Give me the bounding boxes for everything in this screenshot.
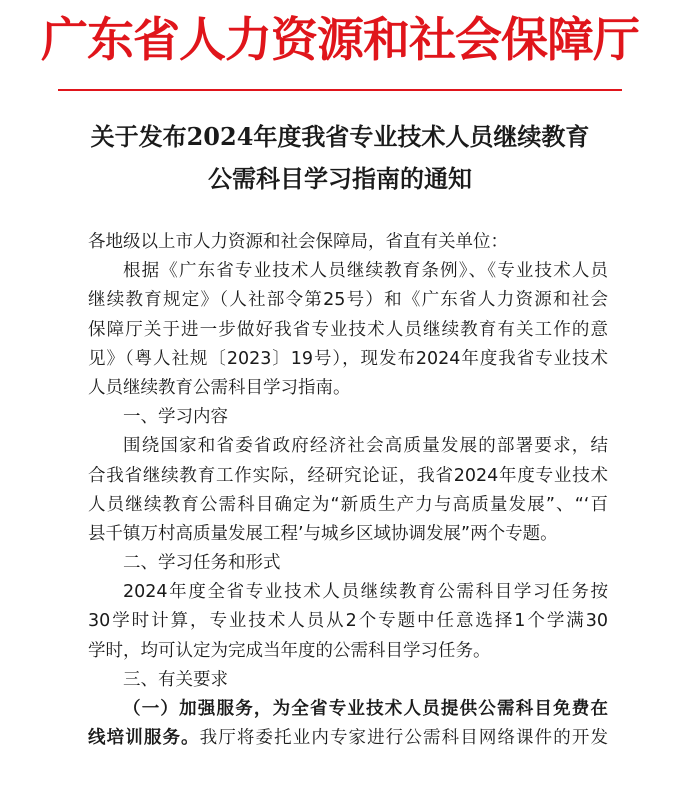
document-body [88, 228, 608, 753]
section-3-sub-1-rest: 我厅将委托业内专家进行公需科目网络课件的开发 [199, 728, 609, 749]
intro-line-2: 继续教育规定》（人社部令第25号）和《广东省人力资源和社会 [88, 290, 608, 311]
intro-line-1: 根据《广东省专业技术人员继续教育条例》、《专业技术人员 [123, 261, 608, 282]
section-2-line-1: 2024年度全省专业技术人员继续教育公需科目学习任务按 [123, 582, 608, 603]
intro-line-3: 保障厅关于进一步做好我省专业技术人员继续教育有关工作的意 [88, 319, 608, 340]
section-1-line-2: 合我省继续教育工作实际，经研究论证，我省2024年度专业技术 [88, 465, 608, 486]
section-2-heading: 二、学习任务和形式 [123, 553, 281, 574]
section-1-heading: 一、学习内容 [123, 407, 228, 428]
section-1-line-3: 人员继续教育公需科目确定为“新质生产力与高质量发展”、“‘百 [88, 494, 608, 515]
intro-line-4: 见》（粤人社规〔2023〕19号），现发布2024年度我省专业技术 [88, 348, 608, 369]
section-2-line-3: 学时，均可认定为完成当年度的公需科目学习任务。 [88, 640, 491, 661]
document-title [0, 116, 680, 200]
section-1-line-4: 县千镇万村高质量发展工程’与城乡区域协调发展”两个专题。 [88, 523, 558, 544]
section-3-sub-1-line-2 [88, 724, 608, 753]
salutation: 各地级以上市人力资源和社会保障局，省直有关单位： [88, 232, 508, 252]
section-3-sub-1-line-1: （一）加强服务，为全省专业技术人员提供公需科目免费在 [123, 699, 608, 719]
intro-line-5: 人员继续教育公需科目学习指南。 [88, 377, 351, 398]
section-1-line-1: 围绕国家和省委省政府经济社会高质量发展的部署要求，结 [123, 436, 608, 457]
document-title-line-2: 公需科目学习指南的通知 [208, 164, 472, 193]
section-3-heading: 三、有关要求 [123, 669, 228, 690]
document-title-line-1: 关于发布2024年度我省专业技术人员继续教育 [90, 122, 590, 151]
section-3-sub-1-lead: 线培训服务。 [88, 728, 200, 749]
section-2-line-2: 30学时计算，专业技术人员从2个专题中任意选择1个学满30 [88, 611, 608, 632]
organization-name: 广东省人力资源和社会保障厅 [41, 13, 639, 68]
letterhead [0, 0, 680, 96]
red-divider-line [58, 89, 622, 91]
